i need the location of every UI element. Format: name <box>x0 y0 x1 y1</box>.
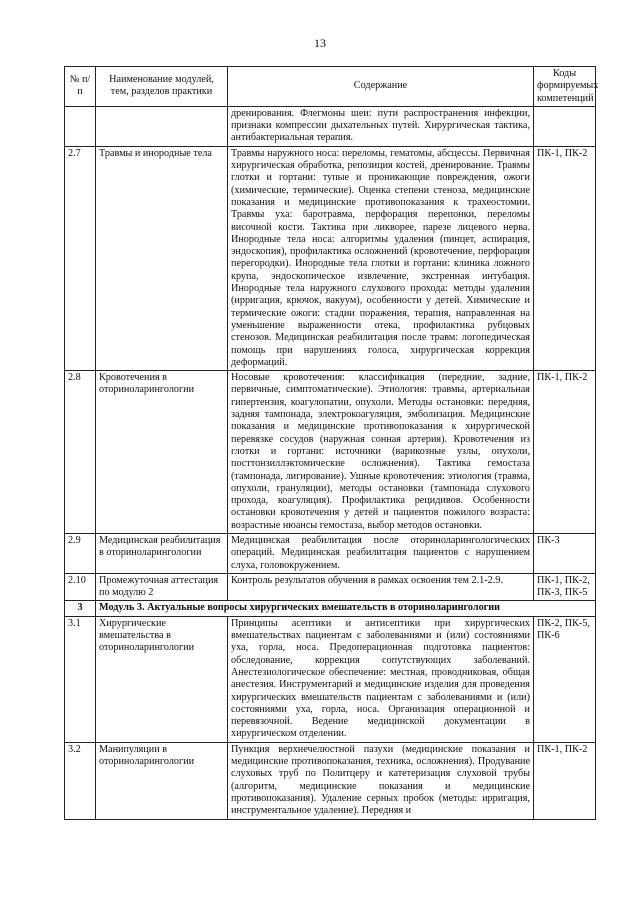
row-content: Носовые кровотечения: классификация (передние, задние, первичные, симптоматические). Этиология: травмы, артериальная гипертензия, коагулопатии, опухоли. Методы остановки: передняя, задняя тампонада, электрокоагуляция, эмболизация. Медицинские показания и медицинские противопоказания к хирургической перевязке сосудов (наружная сонная артерия). Кровотечения из глотки и гортани: источники (варикозные узлы, опухоли, посттонзиллэктомические осложнения). Тактика гемостаза (тампонада, лигирование). Ушные кровотечения: этиология (травма, опухоли, грануляции), методы остановки (тампонада слухового прохода, коагуляция). Профилактика рецидивов. Особенности остановки кровотечения у детей и пациентов пожилого возраста: возрастные нюансы гемостаза, выбор методов остановки. <box>228 371 534 534</box>
table-row <box>65 742 596 819</box>
row-name: Манипуляции в оториноларингологии <box>96 742 228 819</box>
row-codes: ПК-1, ПК-2 <box>534 146 596 370</box>
table-row <box>65 106 596 146</box>
module-num: 3 <box>65 601 96 616</box>
row-num: 2.9 <box>65 533 96 573</box>
row-codes: ПК-1, ПК-2 <box>534 742 596 819</box>
header-content: Содержание <box>228 67 534 107</box>
curriculum-table <box>64 66 599 820</box>
row-content: Медицинская реабилитация после оториноларингологических операций. Медицинская реабилитация пациентов с нарушением слуха, головокружением. <box>228 533 534 573</box>
row-codes: ПК-3 <box>534 533 596 573</box>
row-name: Медицинская реабилитация в оториноларингологии <box>96 533 228 573</box>
table-row <box>65 533 596 573</box>
row-codes: ПК-2, ПК-5, ПК-6 <box>534 616 596 742</box>
row-num <box>65 106 96 146</box>
table-row <box>65 371 596 534</box>
row-codes: ПК-1, ПК-2, ПК-3, ПК-5 <box>534 573 596 601</box>
page-number: 13 <box>314 36 326 50</box>
header-num: № п/п <box>65 67 96 107</box>
row-name: Кровотечения в оториноларингологии <box>96 371 228 534</box>
row-num: 3.2 <box>65 742 96 819</box>
table-row <box>65 616 596 742</box>
table-header-row <box>65 67 596 107</box>
row-content: Принципы асептики и антисептики при хирургических вмешательствах пациентам с заболеваниями и (или) состояниями уха, горла, носа. Предоперационная подготовка пациентов: обследование, коррекция сопутствующих заболеваний. Анестезиологическое обеспечение: местная, проводниковая, общая анестезия. Инструментарий и медицинские изделия для проведения хирургических вмешательств пациентам с заболеваниями и (или) состояниями уха, горла, носа. Организация операционной и перевязочной. Ведение медицинской документации в хирургическом отделении. <box>228 616 534 742</box>
table-row <box>65 146 596 370</box>
module-title: Модуль 3. Актуальные вопросы хирургических вмешательств в оториноларингологии <box>96 601 596 616</box>
row-name: Промежуточная аттестация по модулю 2 <box>96 573 228 601</box>
row-num: 3.1 <box>65 616 96 742</box>
row-name: Хирургические вмешательства в оториноларингологии <box>96 616 228 742</box>
row-num: 2.10 <box>65 573 96 601</box>
row-name <box>96 106 228 146</box>
row-codes: ПК-1, ПК-2 <box>534 371 596 534</box>
row-content: Травмы наружного носа: переломы, гематомы, абсцессы. Первичная хирургическая обработка, репозиция костей, дренирование. Травмы глотки и гортани: тупые и проникающие повреждения, ожоги (химические, термические). Оценка степени стеноза, медицинские показания и медицинские противопоказания к трахеостомии. Травмы уха: баротравма, перфорация перепонки, переломы височной кости. Тактика при ликворее, парезе лицевого нерва. Инородные тела носа: алгоритмы удаления (пинцет, аспирация, эндоскопия), профилактика осложнений (кровотечение, перфорация перегородки). Инородные тела глотки и гортани: клиника ложного крупа, эндоскопическое извлечение, экстренная интубация. Инородные тела наружного слухового прохода: методы удаления (ирригация, крючок, вакуум), особенности у детей. Химические и термические ожоги: стадии поражения, терапия, направленная на уменьшение выраженности отека, профилактика рубцовых стенозов. Медицинская реабилитация после травм: логопедическая помощь при нарушениях голоса, хирургическая коррекция деформаций. <box>228 146 534 370</box>
header-name: Наименование модулей, тем, разделов практики <box>96 67 228 107</box>
row-num: 2.8 <box>65 371 96 534</box>
row-content: Пункция верхнечелюстной пазухи (медицинские показания и медицинские противопоказания, техника, осложнения). Продувание слуховых труб по Политцеру и катетеризация слуховой трубы (алгоритм, медицинские показания и медицинские противопоказания). Удаление серных пробок (методы: ирригация, инструментальное удаление). Передняя и <box>228 742 534 819</box>
module-header-row <box>65 601 596 616</box>
row-num: 2.7 <box>65 146 96 370</box>
row-content: Контроль результатов обучения в рамках освоения тем 2.1-2.9. <box>228 573 534 601</box>
row-content: дренирования. Флегмоны шеи: пути распространения инфекции, признаки компрессии дыхательных путей. Хирургическая тактика, антибактериальная терапия. <box>228 106 534 146</box>
table-row <box>65 573 596 601</box>
row-codes <box>534 106 596 146</box>
row-name: Травмы и инородные тела <box>96 146 228 370</box>
header-codes: Коды формируемых компетенций <box>534 67 596 107</box>
